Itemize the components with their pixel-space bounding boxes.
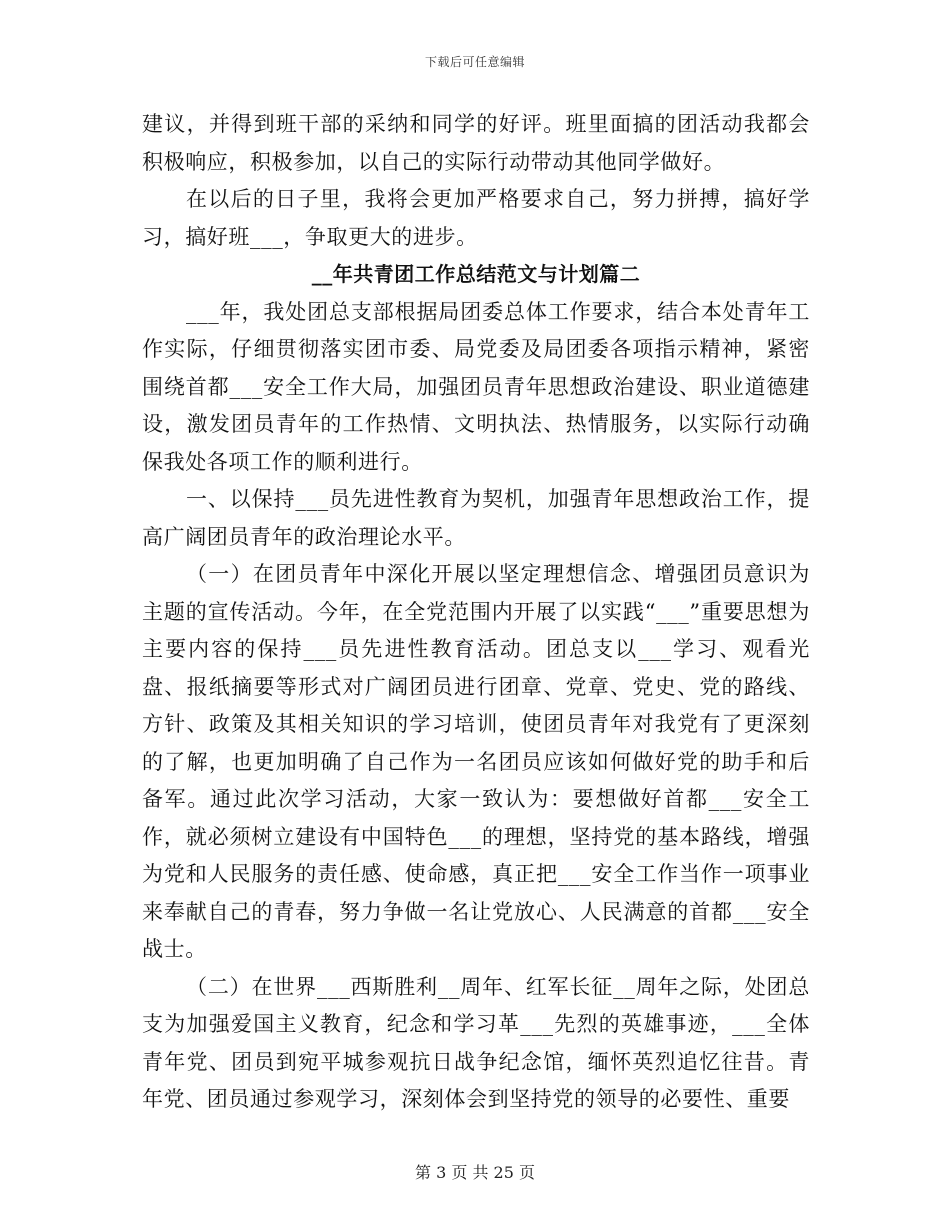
page-header: 下载后可任意编辑 [424,55,525,69]
document-body [142,106,810,1119]
page-footer: 第 3 页 共 25 页 [415,1163,535,1182]
paragraph-5: （一）在团员青年中深化开展以坚定理想信念、增强团员意识为主题的宣传活动。今年，在全党范围内开展了以实践“___”重要思想为主要内容的保持___员先进性教育活动。团总支以___学习、观看光盘、报纸摘要等形式对广阔团员进行团章、党章、党史、党的路线、方针、政策及其相关知识的学习培训，使团员青年对我党有了更深刻的了解，也更加明确了自己作为一名团员应该如何做好党的助手和后备军。通过此次学习活动，大家一致认为：要想做好首都___安全工作，就必须树立建设有中国特色___的理想，坚持党的基本路线，增强为党和人民服务的责任感、使命感，真正把___安全工作当作一项事业来奉献自己的青春，努力争做一名让党放心、人民满意的首都___安全战士。 [142,562,810,961]
paragraph-1: 建议，并得到班干部的采纳和同学的好评。班里面搞的团活动我都会积极响应，积极参加，以自己的实际行动带动其他同学做好。 [142,112,810,174]
paragraph-2: 在以后的日子里，我将会更加严格要求自己，努力拼搏，搞好学习，搞好班___，争取更大的进步。 [142,187,810,249]
section-title: __年共青团工作总结范文与计划篇二 [311,262,641,286]
paragraph-4: 一、以保持___员先进性教育为契机，加强青年思想政治工作，提高广阔团员青年的政治理论水平。 [142,487,810,549]
paragraph-3: ___年，我处团总支部根据局团委总体工作要求，结合本处青年工作实际，仔细贯彻落实团市委、局党委及局团委各项指示精神，紧密围绕首都___安全工作大局，加强团员青年思想政治建设、职业道德建设，激发团员青年的工作热情、文明执法、热情服务，以实际行动确保我处各项工作的顺利进行。 [142,299,810,474]
paragraph-6: （二）在世界___西斯胜利__周年、红军长征__周年之际，处团总支为加强爱国主义教育，纪念和学习革___先烈的英雄事迹，___全体青年党、团员到宛平城参观抗日战争纪念馆，缅怀英烈追忆往昔。青年党、团员通过参观学习，深刻体会到坚持党的领导的必要性、重要 [142,974,810,1111]
